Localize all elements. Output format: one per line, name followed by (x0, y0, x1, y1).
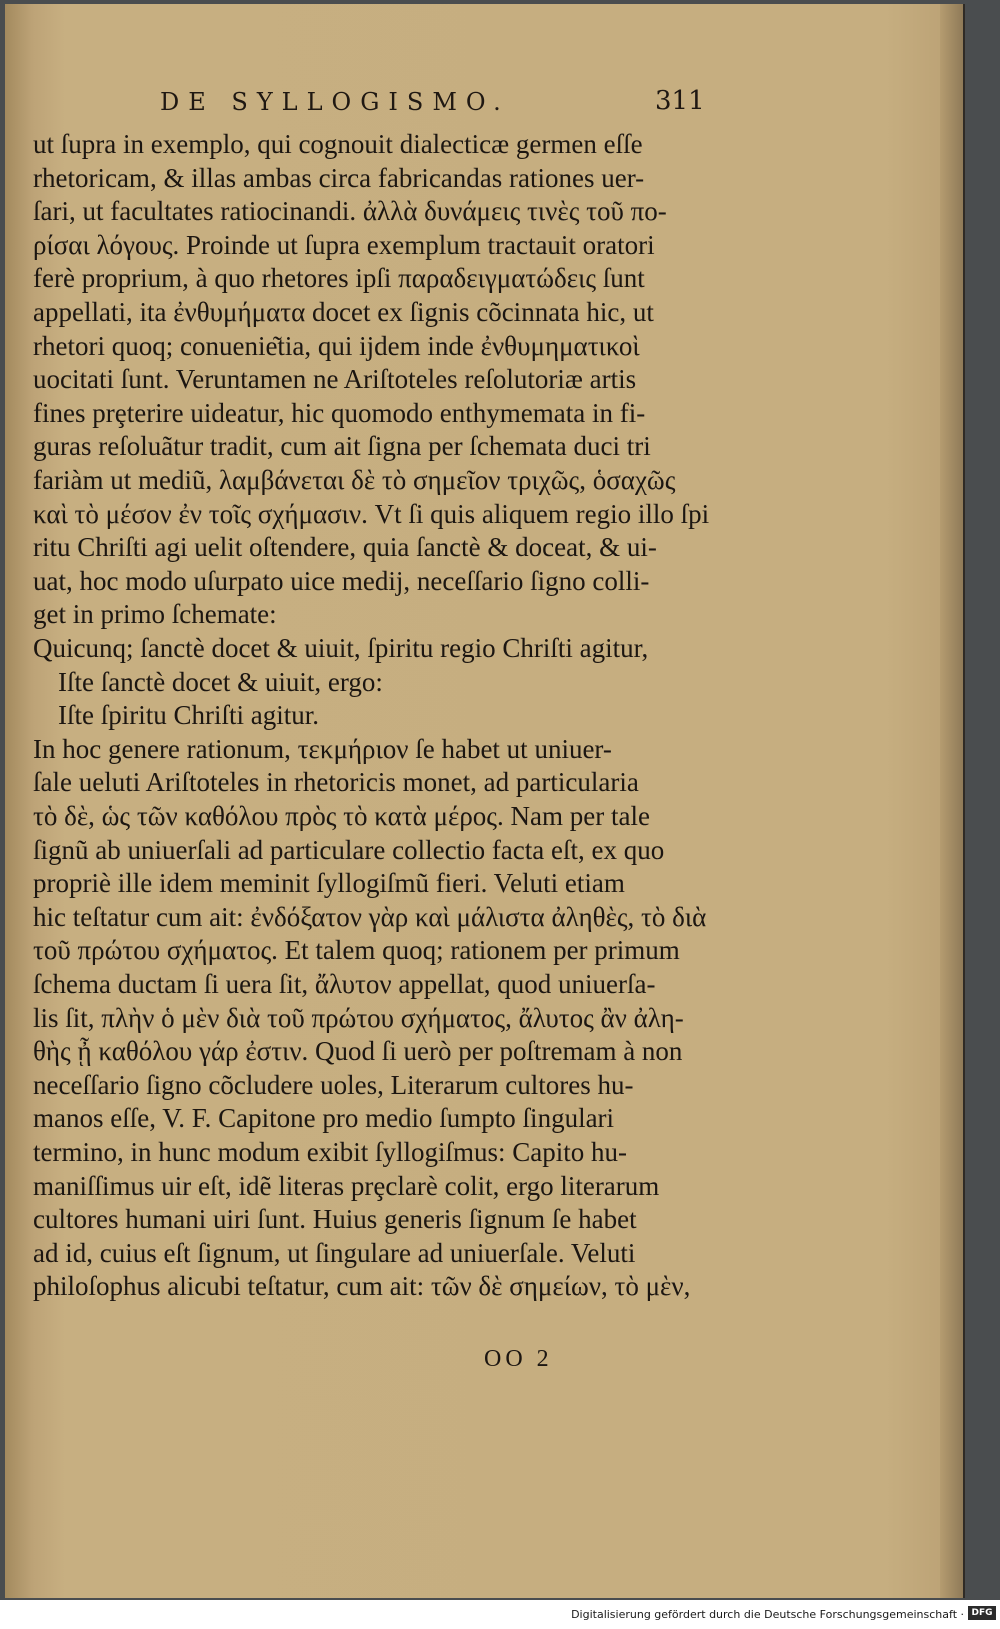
text-line: ad id, cuius eſt ſignum, ut ſingulare ad uniuerſale. Veluti (33, 1238, 636, 1268)
text-line: ritu Chriſti agi uelit oſtendere, quia ſanctè & doceat, & ui- (33, 532, 657, 562)
text-line: ſale ueluti Ariſtoteles in rhetoricis monet, ad particularia (33, 767, 639, 797)
text-line: fariàm ut mediũ, λαμβάνεται δὲ τὸ σημεῖον τριχῶς, ὁσαχῶς (33, 465, 676, 495)
text-line: ſari, ut facultates ratiocinandi. ἀλλὰ δυνάμεις τινὲς τοῦ πο- (33, 196, 667, 226)
text-line: uat, hoc modo uſurpato uice medij, neceſſario ſigno colli- (33, 566, 650, 596)
text-line: rhetoricam, & illas ambas circa fabricandas rationes uer- (33, 163, 645, 193)
text-line: τοῦ πρώτου σχήματος. Et talem quoq; rationem per primum (33, 935, 680, 965)
text-line: fines prȩterire uideatur, hic quomodo enthymemata in fi- (33, 398, 646, 428)
text-line: maniſſimus uir eſt, idẽ literas prȩclarè colit, ergo literarum (33, 1171, 660, 1201)
text-line: Iſte ſpiritu Chriſti agitur. (58, 700, 319, 730)
text-line: neceſſario ſigno cõcludere uoles, Literarum cultores hu- (33, 1070, 634, 1100)
page-edge (940, 4, 963, 1598)
text-line: guras reſoluãtur tradit, cum ait ſigna per ſchemata duci tri (33, 431, 651, 461)
text-line: rhetori quoq; conuenie͂tia, qui ijdem inde ἐνθυμηματικοὶ (33, 331, 640, 361)
text-line: Iſte ſanctè docet & uiuit, ergo: (58, 667, 383, 697)
text-line: ferè proprium, à quo rhetores ipſi παραδειγματώδεις ſunt (33, 263, 645, 293)
text-line: cultores humani uiri ſunt. Huius generis ſignum ſe habet (33, 1204, 637, 1234)
text-line: In hoc genere rationum, τεκμήριον ſe habet ut uniuer- (33, 734, 612, 764)
text-line: philoſophus alicubi teſtatur, cum ait: τῶν δὲ σημείων, τὸ μὲν, (33, 1271, 691, 1301)
signature-mark: OO 2 (484, 1346, 553, 1372)
text-line: τὸ δὲ, ὡς τῶν καθόλου πρὸς τὸ κατὰ μέρος. Nam per tale (33, 801, 650, 831)
text-line: uocitati ſunt. Veruntamen ne Ariſtoteles reſolutoriæ artis (33, 364, 637, 394)
running-head: DE SYLLOGISMO. (160, 88, 510, 116)
text-line: καὶ τὸ μέσον ἐν τοῖς σχήμασιν. Vt ſi quis aliquem regio illo ſpi (33, 499, 710, 529)
text-line: θὴς ᾖ καθόλου γάρ ἐστιν. Quod ſi uerò per poſtremam à non (33, 1036, 683, 1066)
text-line: lis ſit, πλὴν ὁ μὲν διὰ τοῦ πρώτου σχήματος, ἄλυτος ἂν ἀλη- (33, 1003, 684, 1033)
text-line: Quicunq; ſanctè docet & uiuit, ſpiritu regio Chriſti agitur, (33, 633, 649, 663)
text-line: ſignũ ab uniuerſali ad particulare collectio facta eſt, ex quo (33, 835, 665, 865)
text-line: manos eſſe, V. F. Capitone pro medio ſumpto ſingulari (33, 1103, 615, 1133)
text-line: propriè ille idem meminit ſyllogiſmũ fieri. Veluti etiam (33, 868, 625, 898)
text-line: ρίσαι λόγους. Proinde ut ſupra exemplum tractauit oratori (33, 230, 655, 260)
text-line: ut ſupra in exemplo, qui cognouit dialecticæ germen eſſe (33, 129, 643, 159)
dfg-logo: DFG (968, 1606, 996, 1620)
text-line: get in primo ſchemate: (33, 599, 277, 629)
text-line: hic teſtatur cum ait: ἐνδόξατον γὰρ καὶ μάλιστα ἀληθὲς, τὸ διὰ (33, 902, 707, 932)
funding-credit: Digitalisierung gefördert durch die Deutsche Forschungsgemeinschaft · (571, 1608, 964, 1621)
page-number: 311 (655, 86, 705, 116)
text-line: appellati, ita ἐνθυμήματα docet ex ſignis cõcinnata hic, ut (33, 297, 654, 327)
text-line: termino, in hunc modum exibit ſyllogiſmus: Capito hu- (33, 1137, 627, 1167)
text-line: ſchema ductam ſi uera ſit, ἄλυτον appellat, quod uniuerſa- (33, 969, 656, 999)
